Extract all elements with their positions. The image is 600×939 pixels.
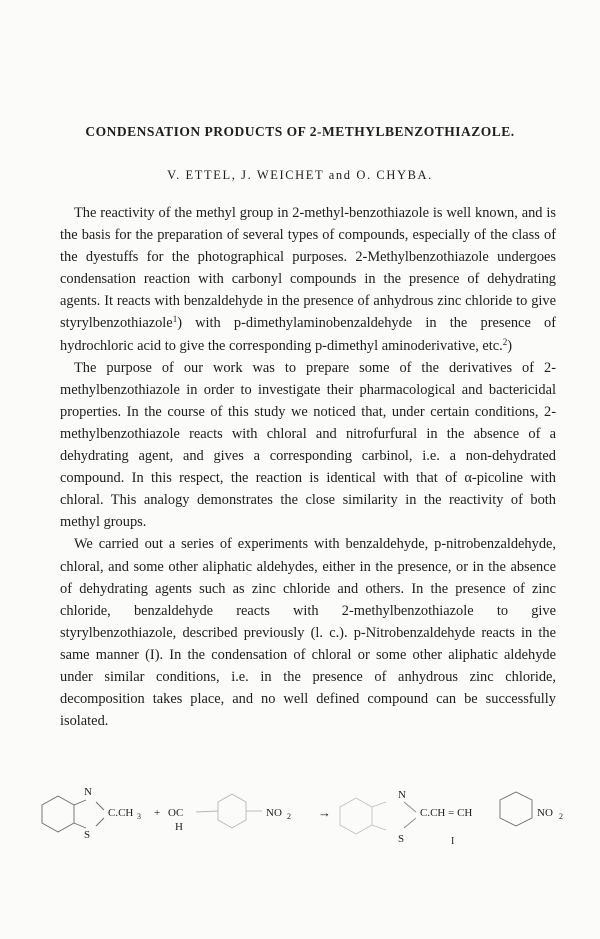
carbonyl-label: OC (168, 807, 184, 819)
paragraph-1 (60, 202, 556, 357)
paragraph-1-text-b: ) with p-dimethylaminobenzaldehyde in the presence of hydrochloric acid to give the corresponding p-dimethyl aminoderivative, etc. (60, 315, 556, 354)
benzene-ring-product (340, 798, 372, 834)
plus-sign: + (154, 807, 161, 819)
product-bond-n (372, 802, 386, 807)
thiazole-bond-c-n (96, 802, 104, 810)
thiazole-bond-n (74, 800, 86, 805)
aldehyde-bond (196, 811, 218, 812)
product-bond-c-n (404, 802, 416, 812)
nitro-group-label-left: NO (266, 807, 282, 819)
nitrogen-atom-label-right: N (398, 789, 406, 801)
benzene-ring-styryl (500, 792, 532, 826)
sulfur-atom-label-left: S (84, 829, 91, 841)
nitro-subscript-right: 2 (559, 812, 563, 821)
paragraph-3: We carried out a series of experiments with benzaldehyde, p-nitrobenzaldehyde, chloral, and some other aliphatic aldehydes, either in the presence, or in the absence of dehydrating agents such as zinc chloride and others. In the presence of zinc chloride, benzaldehyde reacts with 2-methylbenzothiazole to give styrylbenzothiazole, described previously (l. c.). p-Nitrobenzaldehyde reacts in the same manner (I). In the condensation of chloral or some other aliphatic aldehyde under similar conditions, i.e. in the presence of anhydrous zinc chloride, decomposition takes place, and no well defined compound can be successfully isolated. (60, 536, 556, 730)
product-bond-s (372, 825, 386, 830)
benzene-ring-left (42, 796, 74, 832)
reaction-scheme (0, 786, 600, 846)
paper-title: CONDENSATION PRODUCTS OF 2-METHYLBENZOTHIAZOLE. (85, 124, 515, 139)
nitro-group-label-right: NO (537, 807, 553, 819)
product-bond-c-s (404, 818, 416, 828)
reference-2-marker: 2 (502, 336, 508, 347)
reaction-arrow: → (318, 805, 331, 820)
paper-body (60, 202, 556, 732)
paragraph-2: The purpose of our work was to prepare some of the derivatives of 2-methylbenzothiazole in order to investigate their pharmacological and bactericidal properties. In the course of this study we noticed that, under certain conditions, 2-methylbenzothiazole reacts with chloral and nitrofurfural in the absence of a dehydrating agent, and gives a corresponding carbinol, i.e. a non-dehydrated compound. In this respect, the reaction is identical with that of α-picoline with chloral. This analogy demonstrates the close similarity in the reactivity of both methyl groups. (60, 359, 556, 531)
reaction-scheme-drawing (0, 786, 600, 846)
paragraph-1-text-c: ) (507, 337, 513, 354)
hydrogen-label: H (175, 821, 183, 833)
vinyl-linkage-label: C.CH = CH (420, 807, 473, 819)
methyl-subscript: 3 (137, 812, 141, 821)
thiazole-bond-c-s (96, 818, 104, 826)
thiazole-bond-s (74, 823, 86, 828)
methyl-group-label: C.CH (108, 807, 134, 819)
paragraph-1-text-a: The reactivity of the methyl group in 2-methyl-benzothiazole is well known, and is the basis for the preparation of several types of compounds, especially of the class of the dyestuffs for the photographical purposes. 2-Methylbenzothiazole undergoes condensation reaction with carbonyl compounds in the presence of dehydrating agents. It reacts with benzaldehyde in the presence of anhydrous zinc chloride to give styrylbenzothiazole (60, 205, 556, 332)
nitrogen-atom-label-left: N (84, 786, 92, 798)
compound-label-I: I (451, 836, 455, 846)
sulfur-atom-label-right: S (398, 833, 405, 845)
benzene-ring-aldehyde (218, 794, 246, 828)
reference-1-marker: 1 (172, 314, 178, 325)
nitro-subscript-left: 2 (287, 812, 291, 821)
paper-authors: V. ETTEL, J. WEICHET and O. CHYBA. (167, 168, 433, 182)
